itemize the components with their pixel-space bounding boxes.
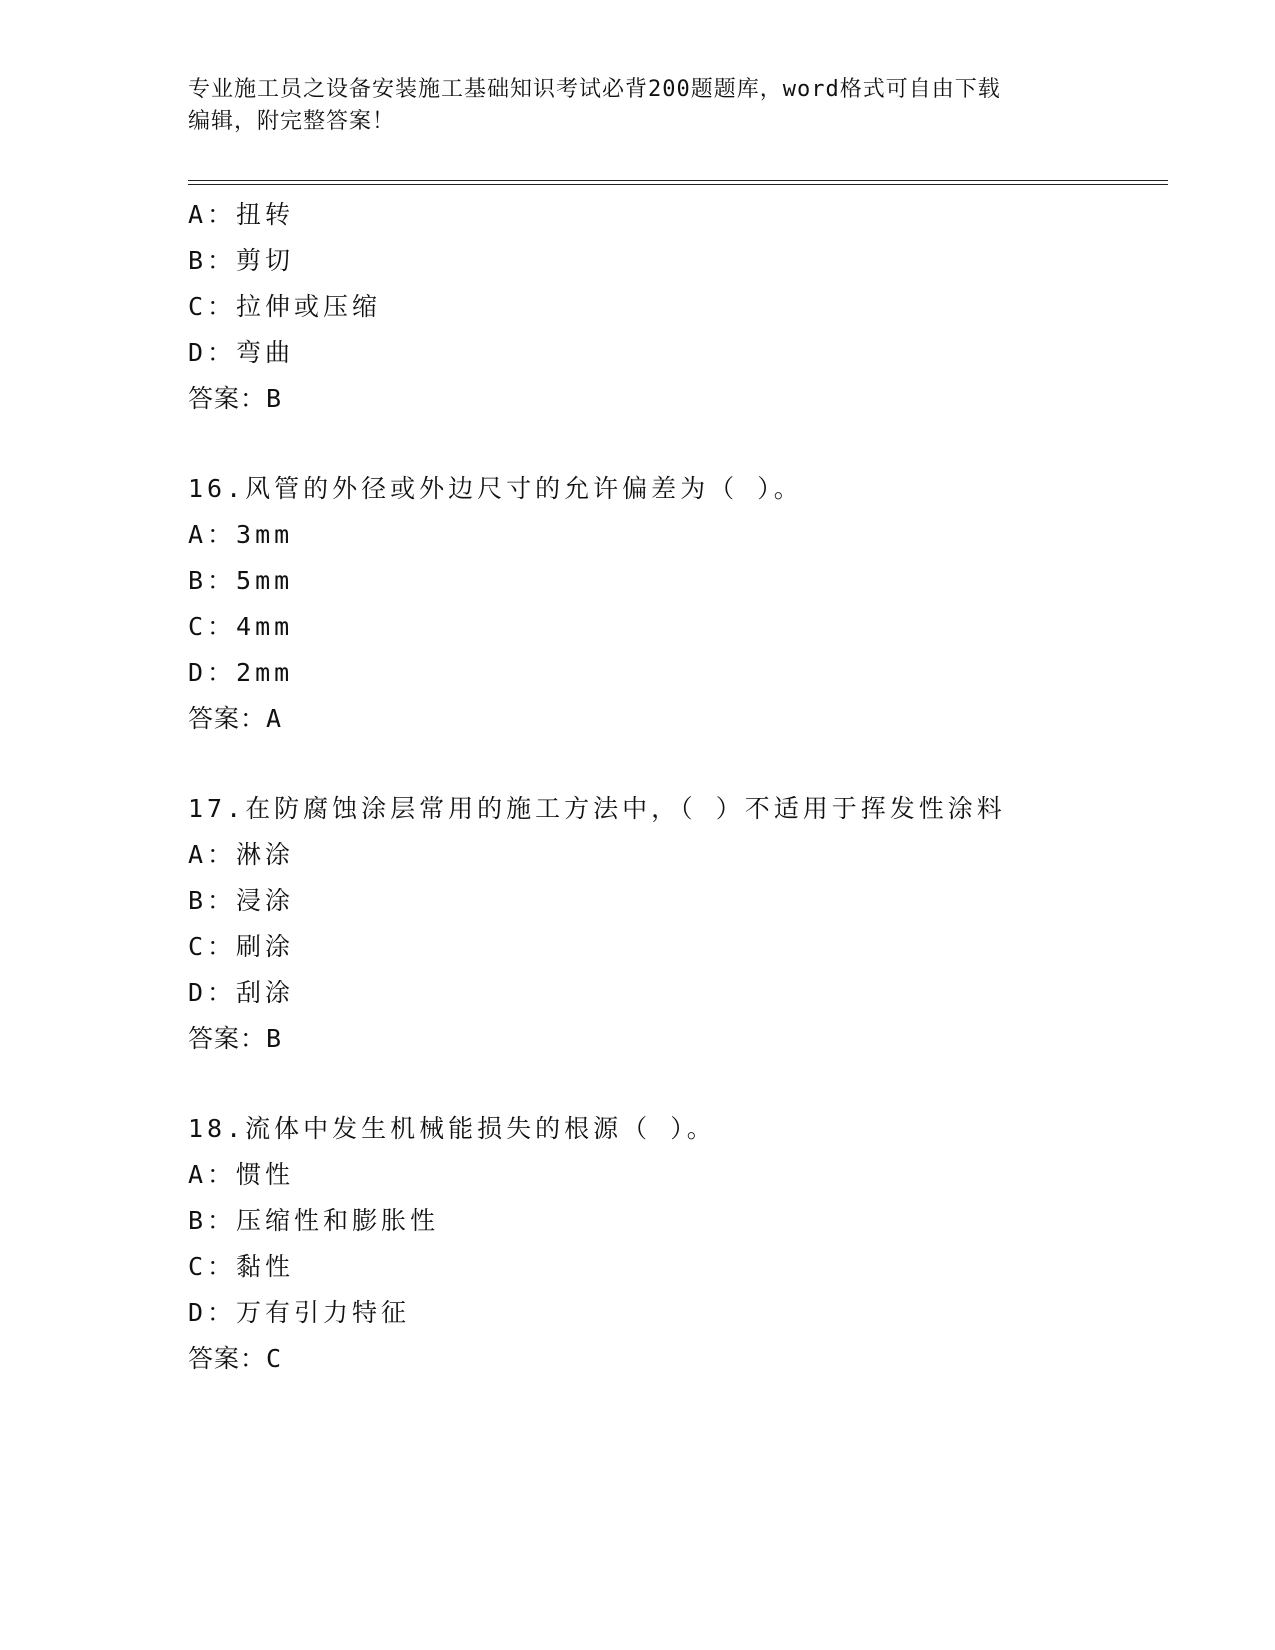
question-15-continued (188, 192, 1188, 422)
answer-line: 答案：B (188, 1024, 283, 1053)
answer-line: 答案：A (188, 704, 283, 733)
spacer (188, 422, 1188, 466)
question-17 (188, 786, 1188, 1062)
header-title-line-1: 专业施工员之设备安装施工基础知识考试必背200题题库，word格式可自由下载 (188, 77, 1001, 102)
option-b: B：浸涂 (188, 886, 295, 915)
answer-line: 答案：C (188, 1344, 283, 1373)
header-divider-bottom (188, 184, 1168, 185)
option-a: A：惯性 (188, 1160, 295, 1189)
option-c: C：黏性 (188, 1252, 295, 1281)
option-b: B：5mm (188, 566, 294, 595)
option-a: A：淋涂 (188, 840, 295, 869)
option-c: C：刷涂 (188, 932, 295, 961)
option-b: B：压缩性和膨胀性 (188, 1206, 440, 1235)
question-list (188, 192, 1188, 1382)
spacer (188, 742, 1188, 786)
question-text: 16.风管的外径或外边尺寸的允许偏差为（ ）。 (188, 474, 803, 503)
document-header (188, 74, 1088, 138)
spacer (188, 1062, 1188, 1106)
option-c: C：4mm (188, 612, 294, 641)
option-d: D：刮涂 (188, 978, 295, 1007)
option-d: D：万有引力特征 (188, 1298, 411, 1327)
option-d: D：2mm (188, 658, 294, 687)
question-16 (188, 466, 1188, 742)
option-c: C：拉伸或压缩 (188, 292, 382, 321)
option-b: B：剪切 (188, 246, 295, 275)
question-text: 18.流体中发生机械能损失的根源（ ）。 (188, 1114, 716, 1143)
option-a: A：3mm (188, 520, 294, 549)
answer-line: 答案：B (188, 384, 283, 413)
header-title-line-2: 编辑，附完整答案！ (188, 109, 396, 134)
question-18 (188, 1106, 1188, 1382)
header-divider-top (188, 180, 1168, 181)
option-d: D：弯曲 (188, 338, 295, 367)
option-a: A：扭转 (188, 200, 295, 229)
question-text: 17.在防腐蚀涂层常用的施工方法中，（ ）不适用于挥发性涂料 (188, 794, 1006, 823)
